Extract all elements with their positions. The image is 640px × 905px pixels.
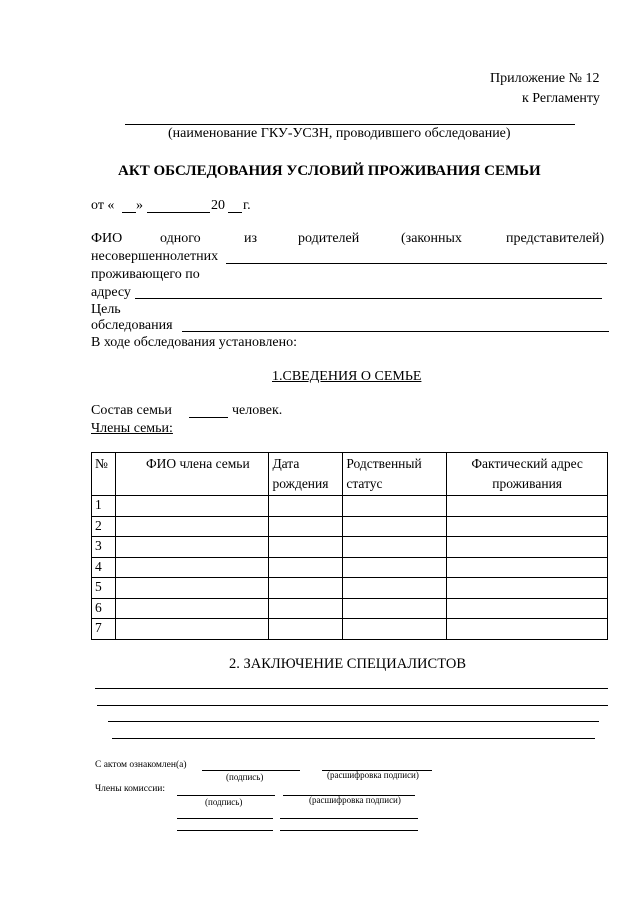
row-num: 7 xyxy=(92,619,116,640)
regulation-label: к Регламенту xyxy=(522,91,600,106)
row-num: 5 xyxy=(92,578,116,599)
table-header-row xyxy=(92,453,608,496)
row-dob-cell[interactable] xyxy=(269,496,343,517)
row-dob-cell[interactable] xyxy=(269,578,343,599)
family-members-table xyxy=(91,452,608,640)
table-row xyxy=(92,598,608,619)
signature-caption: (подпись) xyxy=(226,772,264,782)
minors-label: несовершеннолетних xyxy=(91,249,219,264)
date-mid: » xyxy=(136,198,143,213)
header-fio: ФИО члена семьи xyxy=(115,453,268,496)
commission-signature-field-2[interactable] xyxy=(177,818,273,819)
row-address-cell[interactable] xyxy=(447,496,608,517)
members-label: Члены семьи: xyxy=(91,421,173,436)
conclusion-line-3[interactable] xyxy=(108,721,599,722)
living-label: проживающего по xyxy=(91,267,200,282)
conclusion-line-4[interactable] xyxy=(112,738,595,739)
row-dob-cell[interactable] xyxy=(269,516,343,537)
row-status-cell[interactable] xyxy=(343,496,447,517)
fio-word-1: ФИО xyxy=(91,231,123,246)
table-row xyxy=(92,578,608,599)
row-fio-cell[interactable] xyxy=(115,578,268,599)
row-fio-cell[interactable] xyxy=(115,537,268,558)
commission-decoding-caption: (расшифровка подписи) xyxy=(309,795,401,805)
address-field[interactable] xyxy=(135,298,602,299)
row-num: 1 xyxy=(92,496,116,517)
row-num: 3 xyxy=(92,537,116,558)
row-fio-cell[interactable] xyxy=(115,619,268,640)
row-address-cell[interactable] xyxy=(447,557,608,578)
commission-label: Члены комиссии: xyxy=(95,784,166,794)
purpose-field[interactable] xyxy=(182,331,609,332)
composition-label: Состав семьи xyxy=(91,403,172,418)
row-dob-cell[interactable] xyxy=(269,537,343,558)
date-suffix: г. xyxy=(243,198,251,213)
commission-signature-caption: (подпись) xyxy=(205,797,243,807)
table-row xyxy=(92,619,608,640)
date-year-field[interactable] xyxy=(228,212,242,213)
fio-word-5: (законных xyxy=(401,231,462,246)
fio-word-3: из xyxy=(244,231,258,246)
row-status-cell[interactable] xyxy=(343,516,447,537)
commission-decoding-field-3[interactable] xyxy=(280,830,418,831)
row-status-cell[interactable] xyxy=(343,557,447,578)
table-row xyxy=(92,537,608,558)
row-address-cell[interactable] xyxy=(447,516,608,537)
table-row xyxy=(92,557,608,578)
acquainted-signature-field[interactable] xyxy=(202,770,300,771)
minors-field[interactable] xyxy=(226,263,607,264)
decoding-caption: (расшифровка подписи) xyxy=(327,770,419,780)
row-status-cell[interactable] xyxy=(343,537,447,558)
row-num: 6 xyxy=(92,598,116,619)
composition-suffix: человек. xyxy=(232,403,283,418)
row-num: 2 xyxy=(92,516,116,537)
org-name-line[interactable] xyxy=(125,124,575,125)
purpose-label-cont: обследования xyxy=(91,318,173,333)
fio-word-2: одного xyxy=(160,231,201,246)
org-caption: (наименование ГКУ-УСЗН, проводившего обследование) xyxy=(168,126,511,141)
table-row xyxy=(92,516,608,537)
date-prefix: от « xyxy=(91,198,115,213)
table-row xyxy=(92,496,608,517)
date-year-prefix: 20 xyxy=(211,198,225,213)
row-address-cell[interactable] xyxy=(447,537,608,558)
row-fio-cell[interactable] xyxy=(115,496,268,517)
commission-signature-field-3[interactable] xyxy=(177,830,273,831)
acquainted-label: С актом ознакомлен(а) xyxy=(95,760,187,770)
fio-word-4: родителей xyxy=(298,231,360,246)
fio-word-6: представителей) xyxy=(506,231,605,246)
address-label: адресу xyxy=(91,285,131,300)
conclusion-line-2[interactable] xyxy=(97,705,608,706)
commission-decoding-field-2[interactable] xyxy=(280,818,418,819)
row-status-cell[interactable] xyxy=(343,598,447,619)
row-address-cell[interactable] xyxy=(447,578,608,599)
date-day-field[interactable] xyxy=(122,212,136,213)
row-status-cell[interactable] xyxy=(343,619,447,640)
section2-title: 2. ЗАКЛЮЧЕНИЕ СПЕЦИАЛИСТОВ xyxy=(229,656,466,672)
appendix-label: Приложение № 12 xyxy=(490,71,600,86)
findings-label: В ходе обследования установлено: xyxy=(91,335,297,350)
document-title: АКТ ОБСЛЕДОВАНИЯ УСЛОВИЙ ПРОЖИВАНИЯ СЕМЬИ xyxy=(118,163,541,179)
purpose-label: Цель xyxy=(91,302,121,317)
row-dob-cell[interactable] xyxy=(269,598,343,619)
conclusion-line-1[interactable] xyxy=(95,688,608,689)
header-address: Фактический адрес проживания xyxy=(447,453,608,496)
date-month-field[interactable] xyxy=(147,212,210,213)
row-dob-cell[interactable] xyxy=(269,619,343,640)
row-fio-cell[interactable] xyxy=(115,516,268,537)
row-status-cell[interactable] xyxy=(343,578,447,599)
header-dob: Дата рождения xyxy=(269,453,343,496)
composition-field[interactable] xyxy=(189,417,228,418)
commission-signature-field-1[interactable] xyxy=(177,795,275,796)
row-fio-cell[interactable] xyxy=(115,598,268,619)
row-fio-cell[interactable] xyxy=(115,557,268,578)
section1-title: 1.СВЕДЕНИЯ О СЕМЬЕ xyxy=(272,369,422,384)
row-num: 4 xyxy=(92,557,116,578)
row-dob-cell[interactable] xyxy=(269,557,343,578)
row-address-cell[interactable] xyxy=(447,619,608,640)
header-num: № xyxy=(92,453,116,496)
header-status: Родственный статус xyxy=(343,453,447,496)
row-address-cell[interactable] xyxy=(447,598,608,619)
